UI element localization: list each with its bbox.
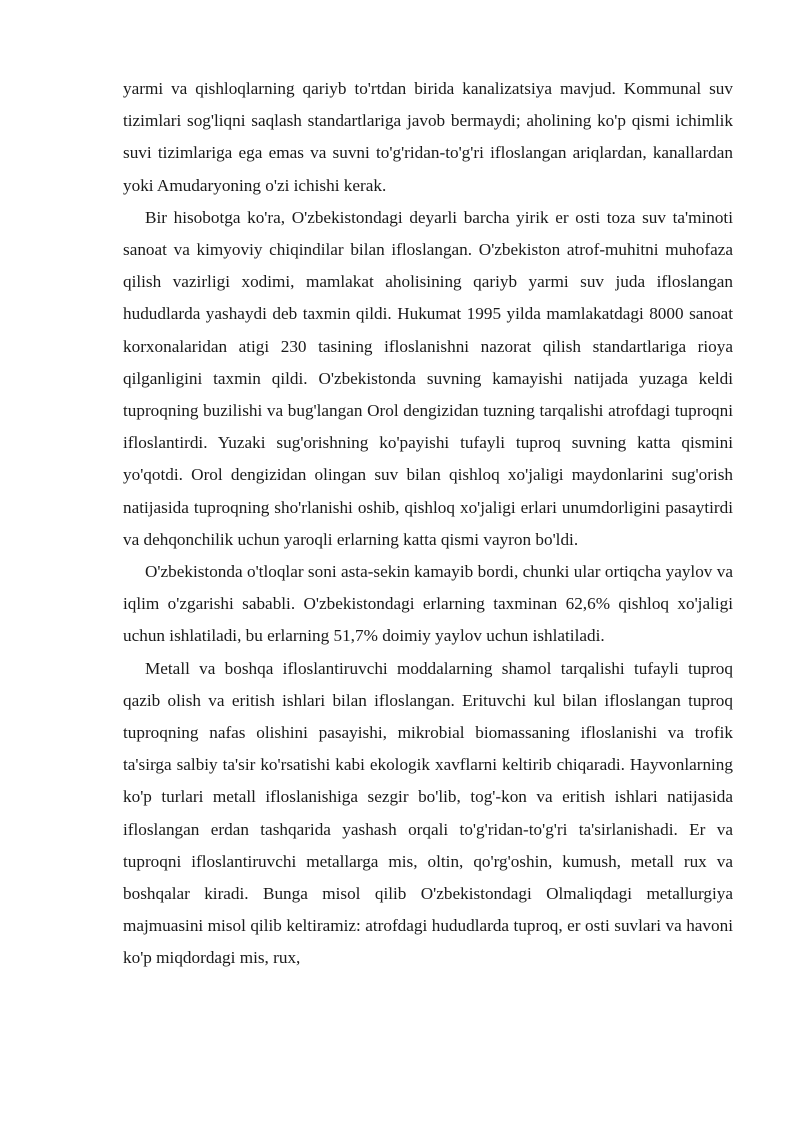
paragraph-3: O'zbekistonda o'tloqlar soni asta-sekin kamayib bordi, chunki ular ortiqcha yaylov va iqlim o'zgarishi sababli. O'zbekistondagi erlarning taxminan 62,6% qishloq xo'jaligi uchun ishlatiladi, bu erlarning 51,7% doimiy yaylov uchun ishlatiladi. — [123, 562, 733, 646]
paragraph-1: yarmi va qishloqlarning qariyb to'rtdan birida kanalizatsiya mavjud. Kommunal suv tizimlari sog'liqni saqlash standartlariga javob bermaydi; aholining ko'p qismi ichimlik suvi tizimlariga ega emas va suvni to'g'ridan-to'g'ri ifloslangan ariqlardan, kanallardan yoki Amudaryoning o'zi ichishi kerak. — [123, 79, 733, 195]
paragraph-2: Bir hisobotga ko'ra, O'zbekistondagi deyarli barcha yirik er osti toza suv ta'minoti sanoat va kimyoviy chiqindilar bilan ifloslangan. O'zbekiston atrof-muhitni muhofaza qilish vazirligi xodimi, mamlakat aholisining qariyb yarmi suv juda ifloslangan hududlarda yashaydi deb taxmin qildi. Hukumat 1995 yilda mamlakatdagi 8000 sanoat korxonalaridan atigi 230 tasining ifloslanishni nazorat qilish standartlariga rioya qilganligini taxmin qildi. O'zbekistonda suvning kamayishi natijada yuzaga keldi tuproqning buzilishi va bug'langan Orol dengizidan tuzning tarqalishi atrofdagi tuproqni ifloslantirdi. Yuzaki sug'orishning ko'payishi tufayli tuproq suvning katta qismini yo'qotdi. Orol dengizidan olingan suv bilan qishloq xo'jaligi maydonlarini sug'orish natijasida tuproqning sho'rlanishi oshib, qishloq xo'jaligi erlari unumdorligini pasaytirdi va dehqonchilik uchun yaroqli erlarning katta qismi vayron bo'ldi. — [123, 207, 733, 549]
paragraph-4: Metall va boshqa ifloslantiruvchi moddalarning shamol tarqalishi tufayli tuproq qazib olish va eritish ishlari bilan ifloslangan. Erituvchi kul bilan ifloslangan tuproq tuproqning nafas olishini pasayishi, mikrobial biomassaning ifloslanishi va trofik ta'sirga salbiy ta'sir ko'rsatishi kabi ekologik xavflarni keltirib chiqaradi. Hayvonlarning ko'p turlari metall ifloslanishiga sezgir bo'lib, tog'-kon va eritish ishlari natijasida ifloslangan erdan tashqarida yashash orqali to'g'ridan-to'g'ri ta'sirlanishadi. Er va tuproqni ifloslantiruvchi metallarga mis, oltin, qo'rg'oshin, kumush, metall rux va boshqalar kiradi. Bunga misol qilib O'zbekistondagi Olmaliqdagi metallurgiya majmuasini misol qilib keltiramiz: atrofdagi hududlarda tuproq, er osti suvlari va havoni ko'p miqdordagi mis, rux, — [123, 658, 733, 968]
body-text — [123, 73, 733, 975]
